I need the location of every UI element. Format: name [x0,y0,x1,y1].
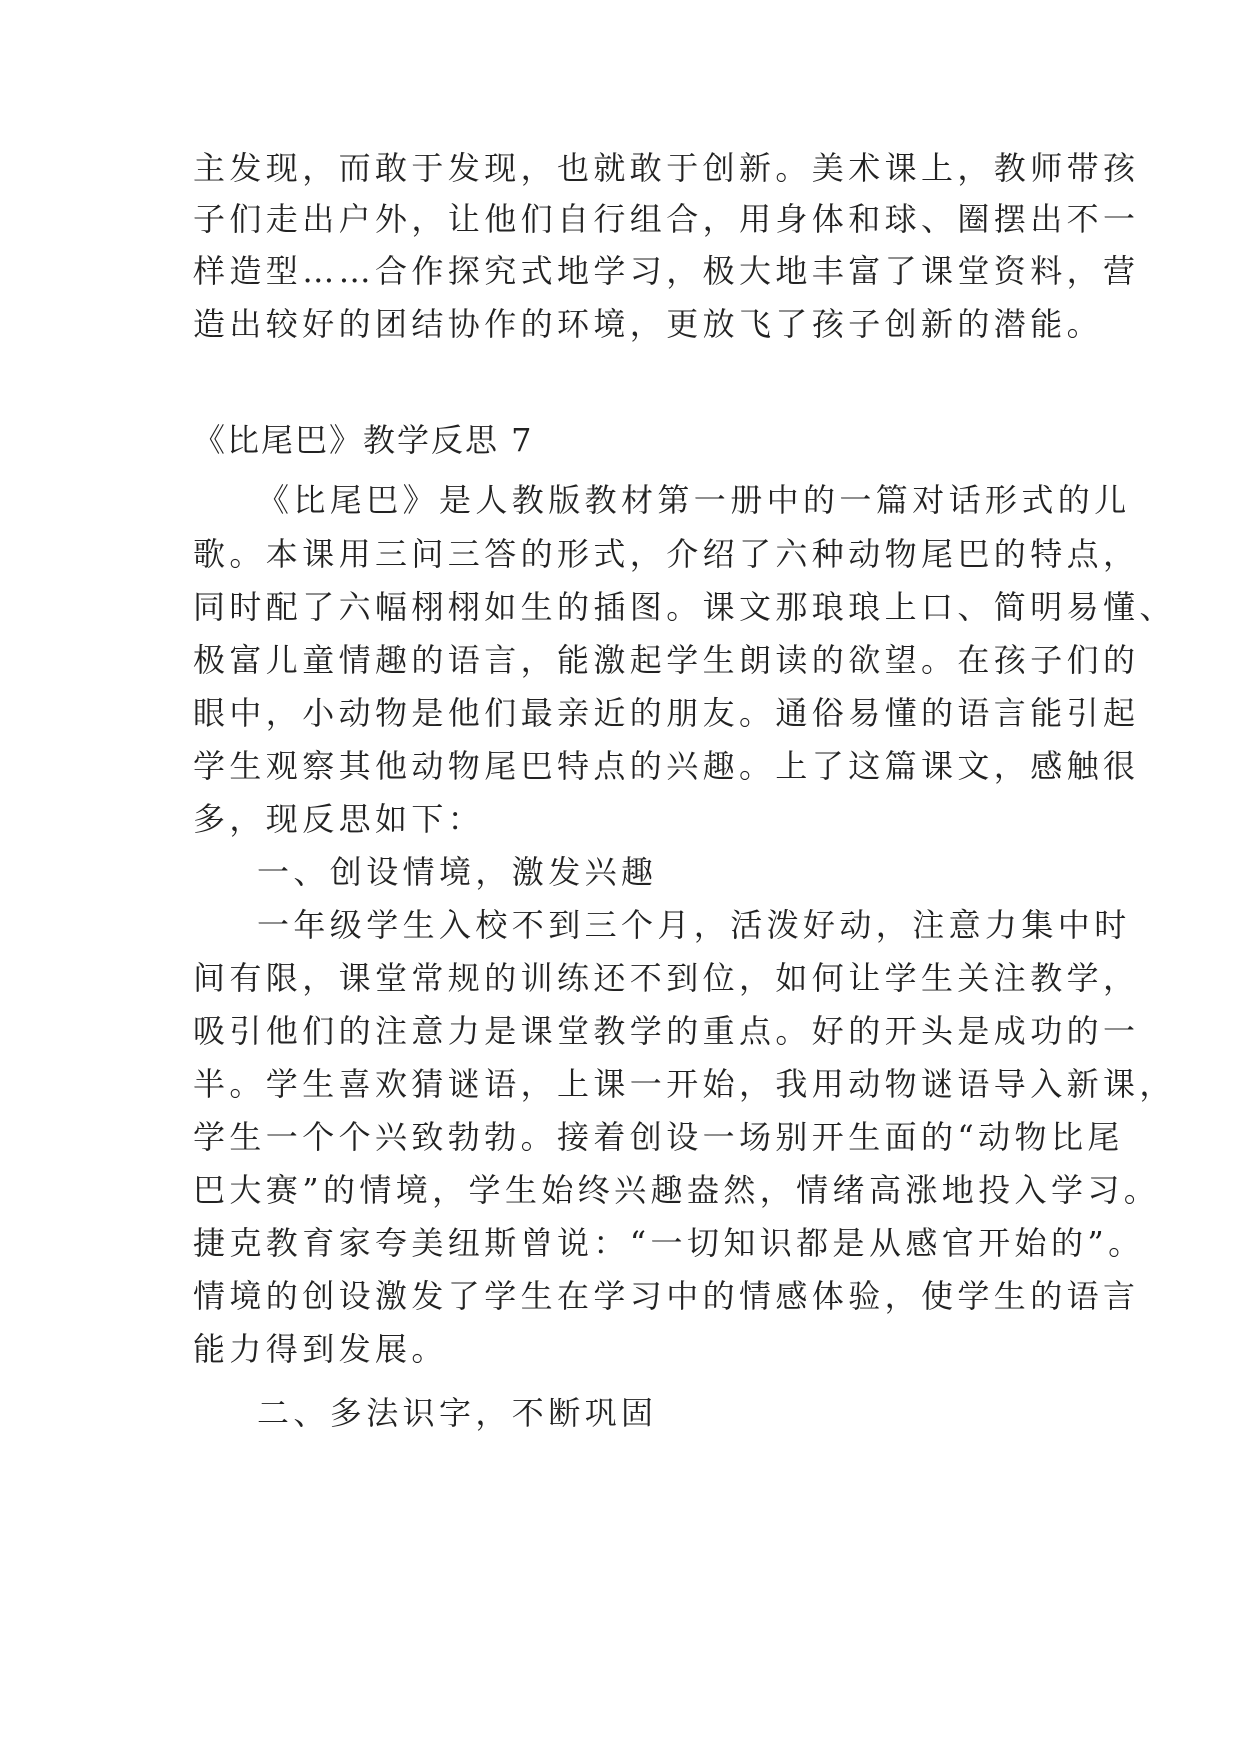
paragraph-2-line-7: 捷克教育家夸美纽斯曾说：“一切知识都是从感官开始的”。 [193,1224,1145,1262]
paragraph-1-line-7: 多，现反思如下： [193,800,485,838]
paragraph-2-line-4: 半。学生喜欢猜谜语，上课一开始，我用动物谜语导入新课， [193,1065,1176,1103]
section-title: 《比尾巴》教学反思 7 [193,421,534,459]
paragraph-2-line-6: 巴大赛”的情境，学生始终兴趣盎然，情绪高涨地投入学习。 [193,1171,1161,1209]
intro-line-4: 造出较好的团结协作的环境，更放飞了孩子创新的潜能。 [193,305,1104,343]
intro-line-1: 主发现，而敢于发现，也就敢于创新。美术课上，教师带孩 [193,149,1140,187]
paragraph-2-line-8: 情境的创设激发了学生在学习中的情感体验，使学生的语言 [193,1277,1140,1315]
paragraph-2-line-1: 一年级学生入校不到三个月，活泼好动，注意力集中时 [257,906,1131,944]
paragraph-2-line-2: 间有限，课堂常规的训练还不到位，如何让学生关注教学， [193,959,1140,997]
paragraph-1-line-5: 眼中，小动物是他们最亲近的朋友。通俗易懂的语言能引起 [193,694,1140,732]
paragraph-1-line-1: 《比尾巴》是人教版教材第一册中的一篇对话形式的儿 [257,481,1131,519]
paragraph-2-line-9: 能力得到发展。 [193,1330,448,1368]
paragraph-2-line-5: 学生一个个兴致勃勃。接着创设一场别开生面的“动物比尾 [193,1118,1124,1156]
subheading-2: 二、多法识字，不断巩固 [257,1394,658,1432]
paragraph-1-line-2: 歌。本课用三问三答的形式，介绍了六种动物尾巴的特点， [193,535,1140,573]
intro-line-2: 子们走出户外，让他们自行组合，用身体和球、圈摆出不一 [193,200,1140,238]
paragraph-1-line-4: 极富儿童情趣的语言，能激起学生朗读的欲望。在孩子们的 [193,641,1140,679]
intro-line-3: 样造型……合作探究式地学习，极大地丰富了课堂资料，营 [193,252,1140,290]
paragraph-2-line-3: 吸引他们的注意力是课堂教学的重点。好的开头是成功的一 [193,1012,1140,1050]
paragraph-1-line-3: 同时配了六幅栩栩如生的插图。课文那琅琅上口、简明易懂、 [193,588,1176,626]
subheading-1: 一、创设情境，激发兴趣 [257,853,658,891]
paragraph-1-line-6: 学生观察其他动物尾巴特点的兴趣。上了这篇课文，感触很 [193,747,1140,785]
